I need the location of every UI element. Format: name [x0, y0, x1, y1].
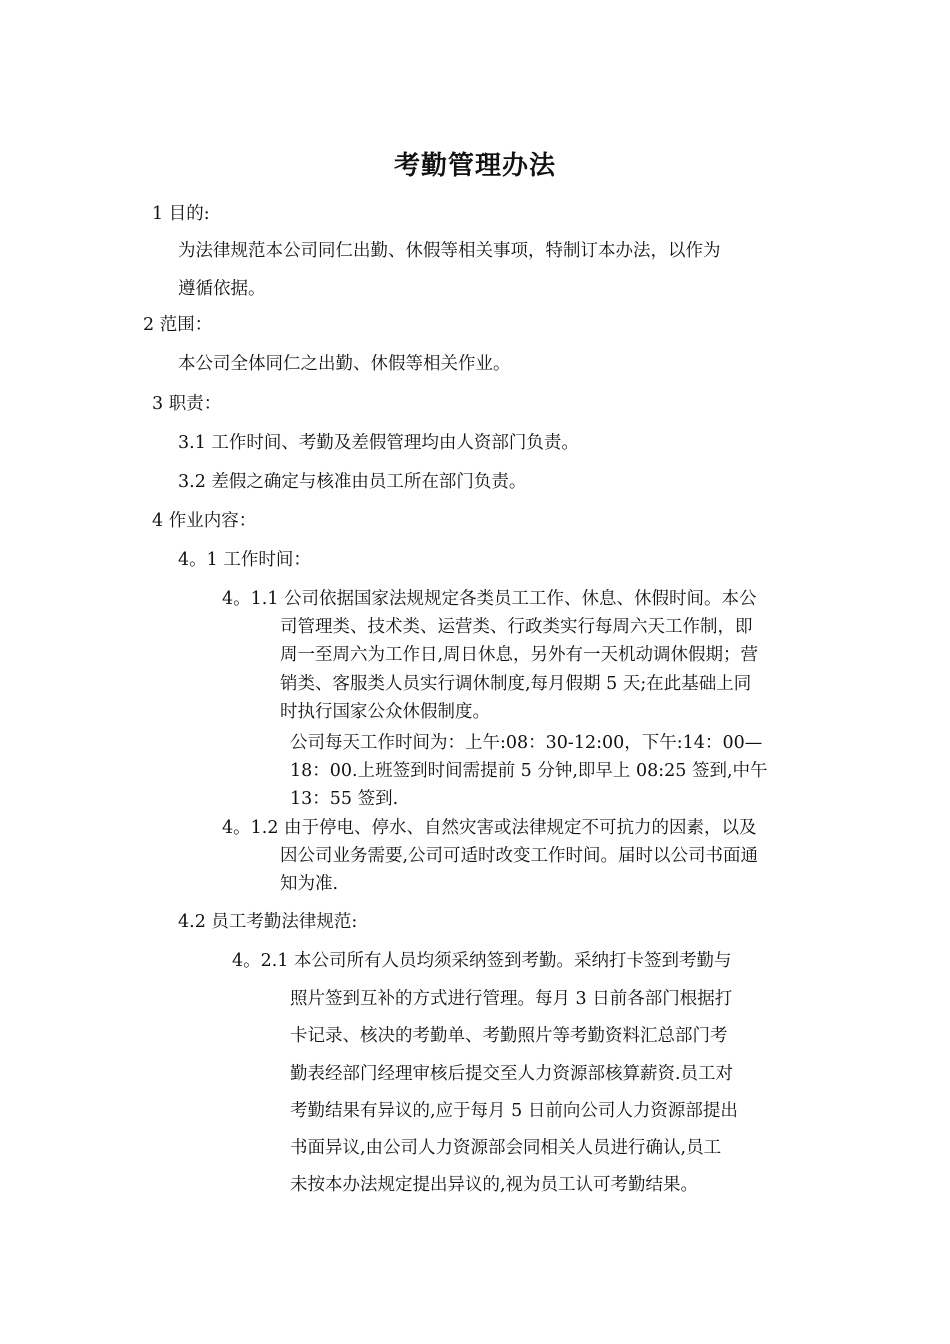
paragraph-4-1-1-line: 4。1.1 公司依据国家法规规定各类员工工作、休息、休假时间。本公: [222, 589, 757, 609]
subsection-4-1-heading: 4。1 工作时间：: [178, 550, 311, 570]
subsection-4-2-heading: 4.2 员工考勤法律规范:: [178, 912, 358, 932]
paragraph-4-1-2-line: 知为准.: [280, 874, 339, 894]
paragraph-4-2-1-line: 书面异议,由公司人力资源部会同相关人员进行确认,员工: [290, 1138, 722, 1158]
paragraph-4-2-1-line: 卡记录、核决的考勤单、考勤照片等考勤资料汇总部门考: [290, 1026, 728, 1046]
paragraph-4-1-2-line: 4。1.2 由于停电、停水、自然灾害或法律规定不可抗力的因素，以及: [222, 818, 757, 838]
paragraph-4-2-1-line: 勤表经部门经理审核后提交至人力资源部核算薪资.员工对: [290, 1064, 734, 1084]
paragraph-4-1-2-line: 因公司业务需要,公司可适时改变工作时间。届时以公司书面通: [280, 846, 759, 866]
section-3-item: 3.2 差假之确定与核准由员工所在部门负责。: [178, 472, 527, 492]
section-3-item: 3.1 工作时间、考勤及差假管理均由人资部门负责。: [178, 433, 579, 453]
section-3-heading: 3 职责：: [152, 394, 222, 414]
paragraph-4-2-1-line: 未按本办法规定提出异议的,视为员工认可考勤结果。: [290, 1175, 699, 1195]
paragraph-4-1-1-line: 销类、客服类人员实行调休制度,每月假期 5 天;在此基础上同: [280, 674, 752, 694]
paragraph-4-1-1-line: 时执行国家公众休假制度。: [280, 702, 490, 722]
section-2-heading: 2 范围：: [143, 315, 213, 335]
paragraph-4-1-1-hours-line: 13：55 签到.: [290, 789, 399, 809]
section-1-body-line: 为法律规范本公司同仁出勤、休假等相关事项，特制订本办法，以作为: [178, 241, 721, 261]
section-1-heading: 1 目的:: [152, 204, 210, 224]
paragraph-4-2-1-line: 照片签到互补的方式进行管理。每月 3 日前各部门根据打: [290, 989, 733, 1009]
section-2-body-line: 本公司全体同仁之出勤、休假等相关作业。: [178, 354, 511, 374]
paragraph-4-2-1-line: 考勤结果有异议的,应于每月 5 日前向公司人力资源部提出: [290, 1101, 738, 1121]
section-1-body-line: 遵循依据。: [178, 279, 266, 299]
paragraph-4-1-1-line: 周一至周六为工作日,周日休息，另外有一天机动调休假期；营: [280, 645, 759, 665]
paragraph-4-2-1-line: 4。2.1 本公司所有人员均须采纳签到考勤。采纳打卡签到考勤与: [232, 951, 732, 971]
paragraph-4-1-1-hours-line: 18：00.上班签到时间需提前 5 分钟,即早上 08:25 签到,中午: [290, 761, 768, 781]
paragraph-4-1-1-line: 司管理类、技术类、运营类、行政类实行每周六天工作制，即: [280, 617, 753, 637]
section-4-heading: 4 作业内容：: [152, 511, 257, 531]
paragraph-4-1-1-hours-line: 公司每天工作时间为：上午:08：30-12:00，下午:14：00—: [290, 733, 763, 753]
document-title: 考勤管理办法: [393, 151, 556, 181]
